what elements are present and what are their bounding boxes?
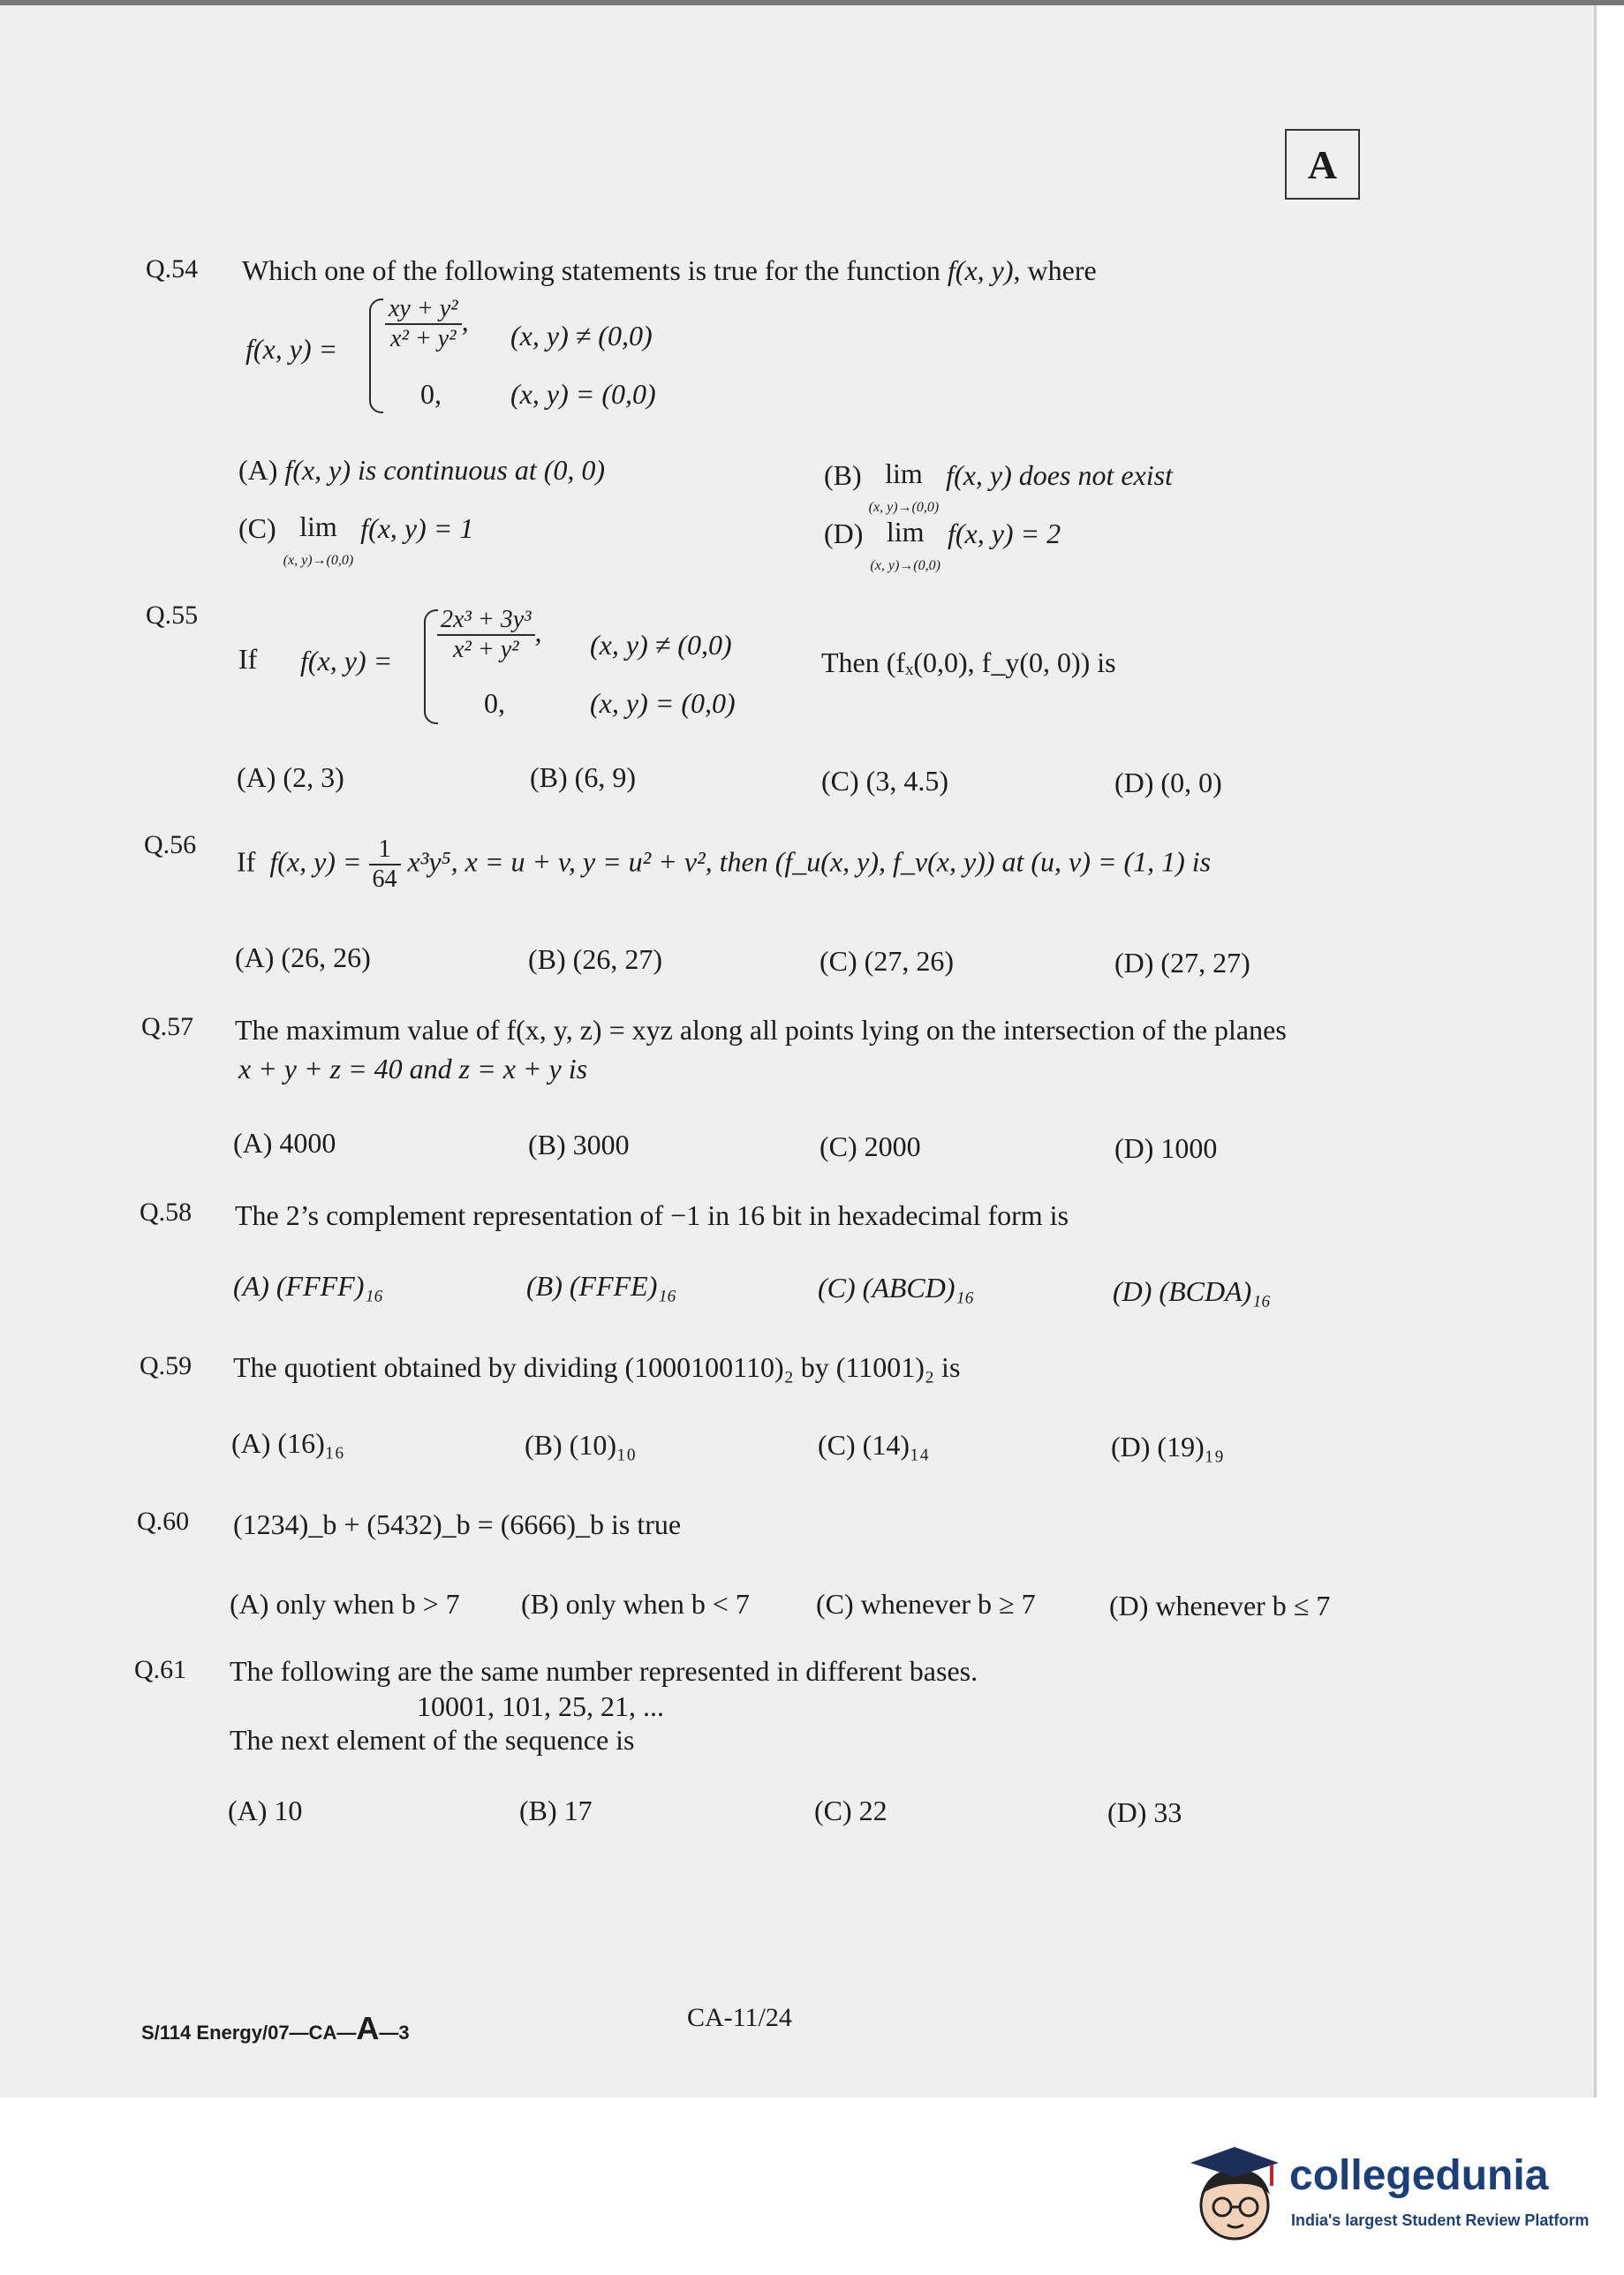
question-ask: Then (fₓ(0,0), f_y(0, 0)) is bbox=[821, 646, 1116, 678]
option-b: (B) 3000 bbox=[528, 1129, 630, 1160]
option-a: (A) (FFFF)₁₆ bbox=[233, 1270, 384, 1302]
piecewise-brace bbox=[424, 609, 438, 724]
option-a: (A) (16)₁₆ bbox=[231, 1427, 345, 1459]
option-d: (D) whenever b ≤ 7 bbox=[1109, 1590, 1331, 1621]
option-b: (B) only when b < 7 bbox=[521, 1588, 750, 1620]
question-stem: (1234)_b + (5432)_b = (6666)_b is true bbox=[233, 1508, 682, 1540]
piecewise-case1: $\frac{\text{xy + y²}}{\text{x² + y²}}$ , bbox=[385, 295, 469, 353]
question-stem: The quotient obtained by dividing (1000100110)₂ by (11001)₂ is bbox=[233, 1351, 961, 1383]
option-d: (D) (27, 27) bbox=[1114, 947, 1250, 979]
question-number: Q.60 bbox=[137, 1507, 190, 1536]
case1-condition: (x, y) ≠ (0,0) bbox=[510, 320, 653, 351]
option-c: (C) (27, 26) bbox=[820, 945, 954, 977]
option-b: (B) (10)₁₀ bbox=[525, 1429, 637, 1461]
option-d: (D) (19)₁₉ bbox=[1111, 1431, 1225, 1462]
question-stem: Which one of the following statements is true for the function f(x, y), where bbox=[242, 254, 1097, 286]
option-b: (B) (26, 27) bbox=[528, 943, 662, 975]
if-label: If bbox=[238, 643, 258, 675]
option-a: (A) 10 bbox=[228, 1795, 303, 1826]
question-stem-line1: The following are the same number represented in different bases. bbox=[230, 1655, 978, 1687]
option-d: (D) 33 bbox=[1107, 1796, 1182, 1828]
piecewise-brace bbox=[369, 299, 383, 413]
question-number: Q.58 bbox=[140, 1198, 193, 1227]
question-number: Q.59 bbox=[140, 1351, 193, 1380]
piecewise-case1: $\frac{\text{2x³ + 3y³}}{\text{x² + y²}}$ , bbox=[437, 606, 542, 664]
option-a: (A) (26, 26) bbox=[235, 941, 371, 973]
option-a: (A) only when b > 7 bbox=[230, 1588, 460, 1620]
brand-name: collegedunia bbox=[1289, 2152, 1549, 2199]
option-a: (A) f(x, y) is continuous at (0, 0) bbox=[238, 454, 606, 486]
question-number: Q.54 bbox=[146, 254, 199, 283]
question-stem-line2: x + y + z = 40 and z = x + y is bbox=[238, 1053, 588, 1085]
question-stem-line1: The maximum value of f(x, y, z) = xyz along all points lying on the intersection of the planes bbox=[235, 1014, 1287, 1046]
set-label-box: A bbox=[1285, 129, 1360, 200]
brand-tagline: India's largest Student Review Platform bbox=[1291, 2211, 1590, 2229]
case2-value: 0, bbox=[420, 378, 442, 410]
case2-value: 0, bbox=[484, 687, 505, 719]
option-a: (A) (2, 3) bbox=[237, 761, 344, 793]
option-c: (C) (14)₁₄ bbox=[818, 1429, 930, 1461]
option-d: (D) lim (x, y)→(0,0) f(x, y) = 2 bbox=[824, 516, 1061, 573]
question-number: Q.57 bbox=[141, 1012, 194, 1041]
case1-condition: (x, y) ≠ (0,0) bbox=[590, 629, 732, 661]
scan-edge bbox=[0, 0, 1624, 5]
question-stem-line3: The next element of the sequence is bbox=[230, 1724, 635, 1756]
function-lhs: f(x, y) = bbox=[300, 645, 393, 676]
case2-condition: (x, y) = (0,0) bbox=[590, 687, 736, 719]
question-number: Q.61 bbox=[134, 1655, 187, 1684]
option-d: (D) (0, 0) bbox=[1114, 767, 1222, 798]
option-c: (C) (ABCD)₁₆ bbox=[818, 1272, 975, 1304]
option-c: (C) 2000 bbox=[820, 1130, 921, 1162]
option-a: (A) 4000 bbox=[233, 1127, 336, 1159]
page-number: CA-11/24 bbox=[687, 2003, 792, 2032]
option-b: (B) (6, 9) bbox=[530, 761, 636, 793]
question-number: Q.55 bbox=[146, 601, 199, 630]
option-d: (D) (BCDA)₁₆ bbox=[1113, 1275, 1272, 1307]
option-c: (C) 22 bbox=[814, 1795, 888, 1826]
option-b: (B) 17 bbox=[519, 1795, 593, 1826]
question-number: Q.56 bbox=[144, 830, 197, 859]
page-footer-code: S/114 Energy/07—CA—A—3 bbox=[141, 2010, 410, 2046]
option-b: (B) (FFFE)₁₆ bbox=[526, 1270, 677, 1302]
function-lhs: f(x, y) = bbox=[245, 333, 338, 365]
case2-condition: (x, y) = (0,0) bbox=[510, 378, 656, 410]
question-stem: The 2’s complement representation of −1 in 16 bit in hexadecimal form is bbox=[235, 1199, 1069, 1231]
question-stem: If f(x, y) = $\frac{1}{64}$ x³y⁵, x = u + v, y = u² + v², then (f_u(x, y), f_v(x, y)) at (u, v) = (1, 1) is bbox=[237, 835, 1212, 893]
option-c: (C) lim (x, y)→(0,0) f(x, y) = 1 bbox=[238, 510, 474, 568]
option-b: (B) lim (x, y)→(0,0) f(x, y) does not exist bbox=[824, 457, 1173, 515]
option-c: (C) whenever b ≥ 7 bbox=[816, 1588, 1036, 1620]
option-c: (C) (3, 4.5) bbox=[821, 765, 948, 797]
sequence-line: 10001, 101, 25, 21, ... bbox=[417, 1690, 664, 1722]
option-d: (D) 1000 bbox=[1114, 1132, 1218, 1164]
